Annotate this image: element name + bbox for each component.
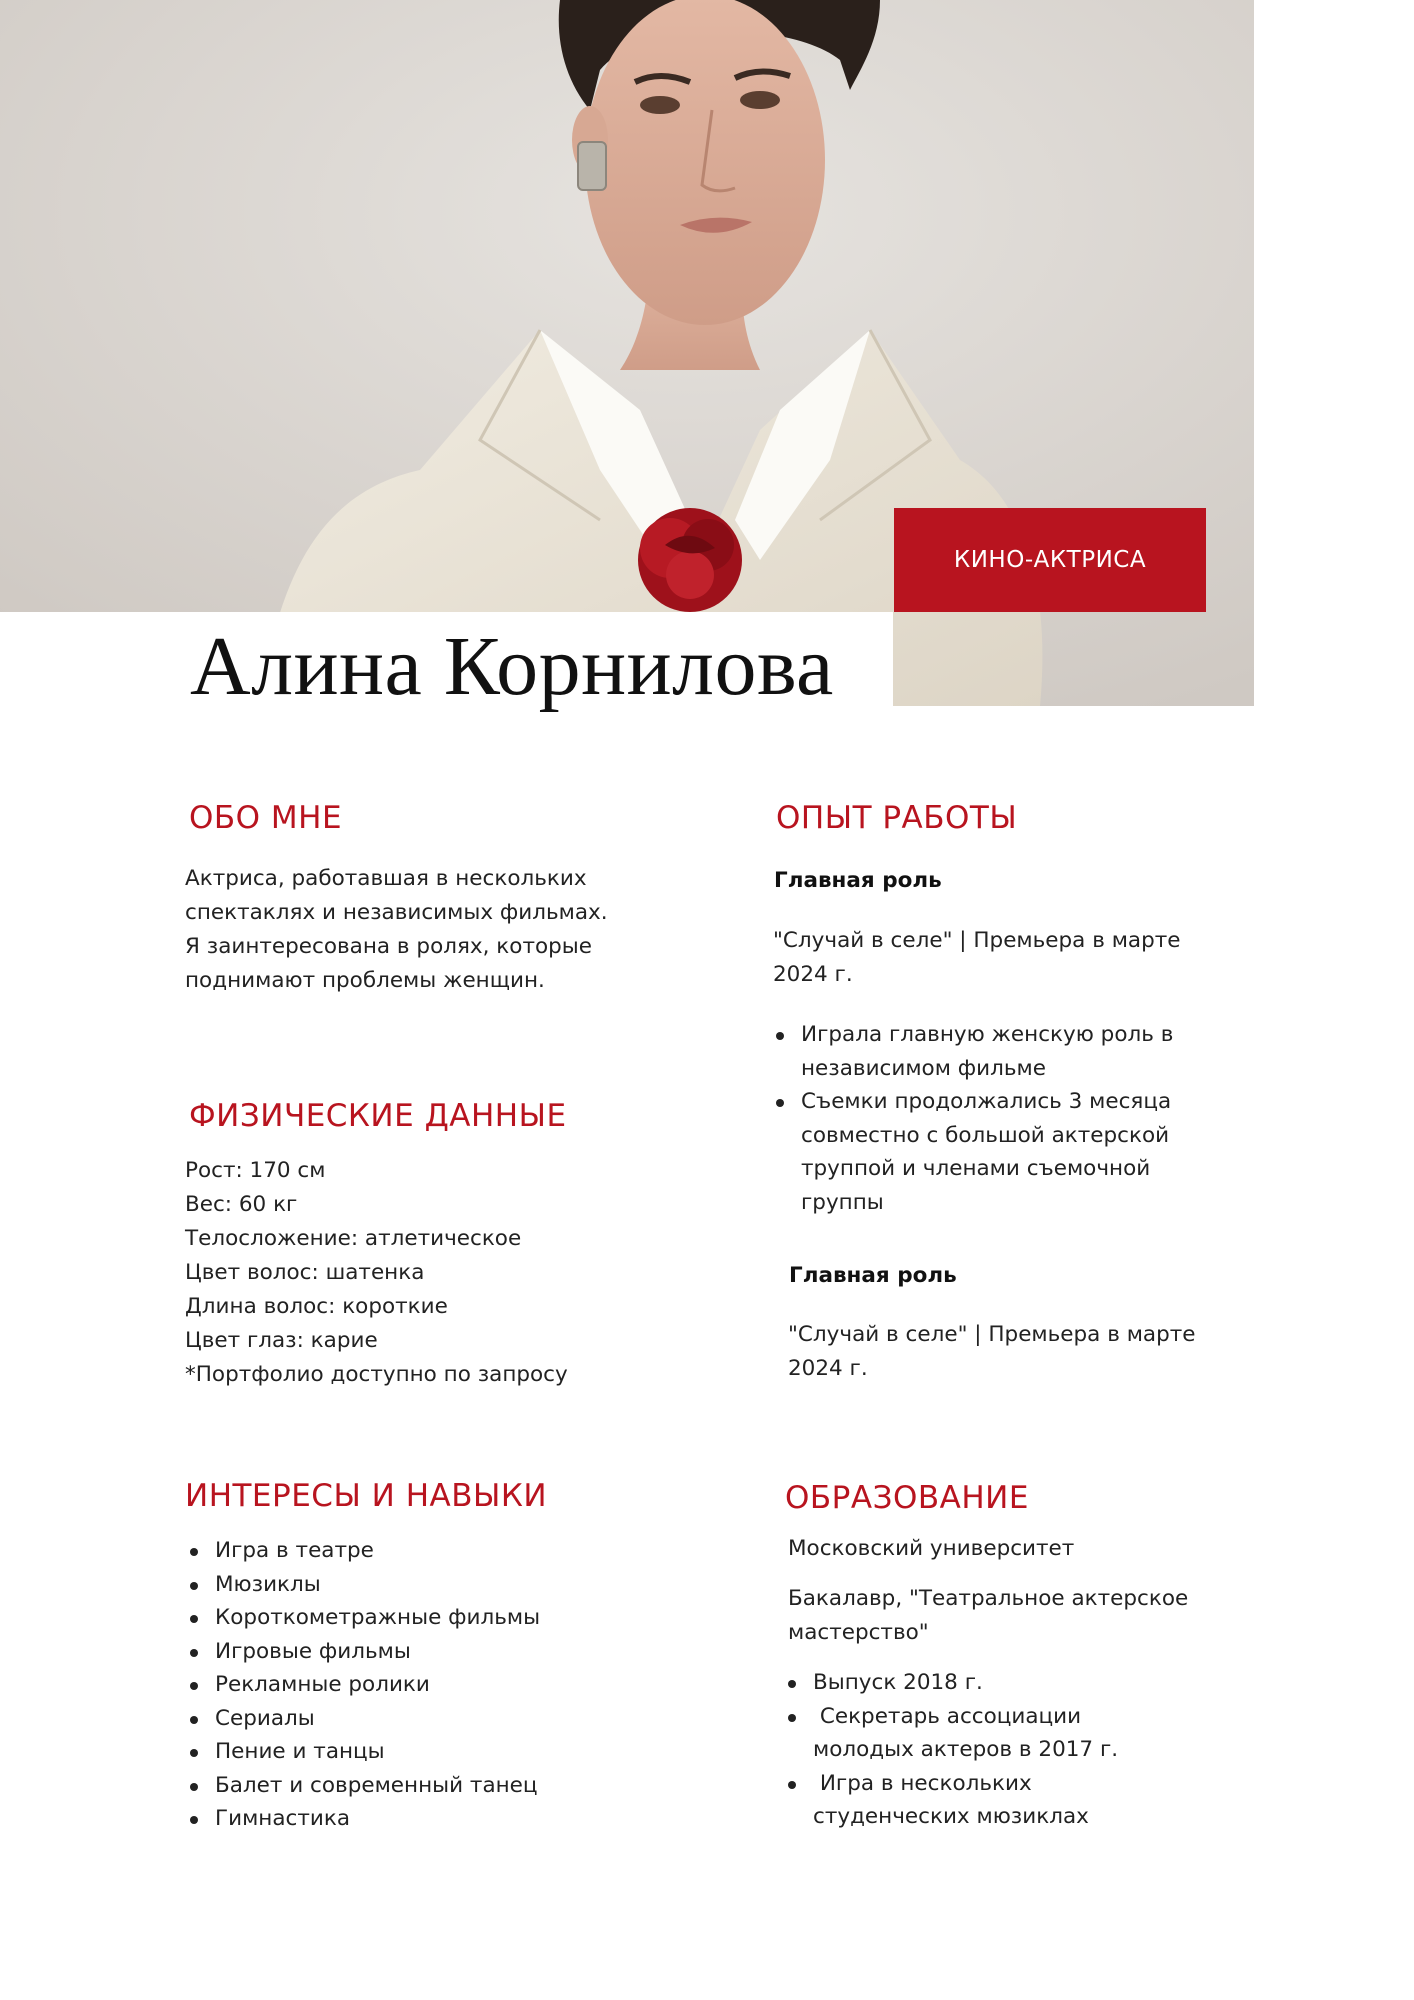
physical-line: Телосложение: атлетическое [185, 1226, 522, 1251]
interests-heading: ИНТЕРЕСЫ И НАВЫКИ [185, 1478, 548, 1514]
list-item: Секретарь ассоциации молодых актеров в 2017 г. [784, 1700, 1118, 1767]
education-bullets [784, 1666, 1118, 1834]
list-item: Играла главную женскую роль в независимом фильме [772, 1018, 1173, 1085]
physical-line: Длина волос: короткие [185, 1294, 448, 1319]
physical-line: *Портфолио доступно по запросу [185, 1362, 568, 1387]
physical-line: Цвет волос: шатенка [185, 1260, 425, 1285]
education-heading: ОБРАЗОВАНИЕ [785, 1480, 1029, 1516]
about-line: спектаклях и независимых фильмах. [185, 900, 608, 925]
list-item: Выпуск 2018 г. [784, 1666, 1118, 1700]
about-text [185, 862, 655, 998]
job-role: Главная роль [774, 868, 942, 893]
experience-heading: ОПЫТ РАБОТЫ [776, 800, 1018, 836]
job-role: Главная роль [789, 1263, 957, 1288]
list-item: Съемки продолжались 3 месяца совместно с большой актерской труппой и членами съемочной группы [772, 1085, 1173, 1219]
job-project: "Случай в селе" | Премьера в марте 2024 г. [773, 928, 1181, 987]
job-bullets [772, 1018, 1173, 1219]
list-item: Балет и современный танец [186, 1769, 540, 1803]
education-degree: Бакалавр, "Театральное актерское мастерство" [788, 1586, 1189, 1645]
about-line: поднимают проблемы женщин. [185, 968, 545, 993]
physical-line: Цвет глаз: карие [185, 1328, 378, 1353]
list-item: Гимнастика [186, 1802, 540, 1836]
list-item: Мюзиклы [186, 1568, 540, 1602]
about-line: Я заинтересована в ролях, которые [185, 934, 592, 959]
physical-line: Рост: 170 см [185, 1158, 326, 1183]
list-item: Игровые фильмы [186, 1635, 540, 1669]
physical-heading: ФИЗИЧЕСКИЕ ДАННЫЕ [189, 1098, 567, 1134]
education-school: Московский университет [788, 1536, 1075, 1561]
physical-line: Вес: 60 кг [185, 1192, 298, 1217]
about-heading: ОБО МНЕ [189, 800, 343, 836]
list-item: Короткометражные фильмы [186, 1601, 540, 1635]
interests-list [186, 1534, 540, 1836]
role-badge: КИНО-АКТРИСА [894, 508, 1206, 612]
list-item: Пение и танцы [186, 1735, 540, 1769]
person-name: Алина Корнилова [190, 620, 834, 713]
physical-list [185, 1154, 568, 1392]
list-item: Рекламные ролики [186, 1668, 540, 1702]
job-project: "Случай в селе" | Премьера в марте 2024 г. [788, 1322, 1196, 1381]
list-item: Игра в театре [186, 1534, 540, 1568]
about-line: Актриса, работавшая в нескольких [185, 866, 587, 891]
list-item: Игра в нескольких студенческих мюзиклах [784, 1767, 1118, 1834]
list-item: Сериалы [186, 1702, 540, 1736]
